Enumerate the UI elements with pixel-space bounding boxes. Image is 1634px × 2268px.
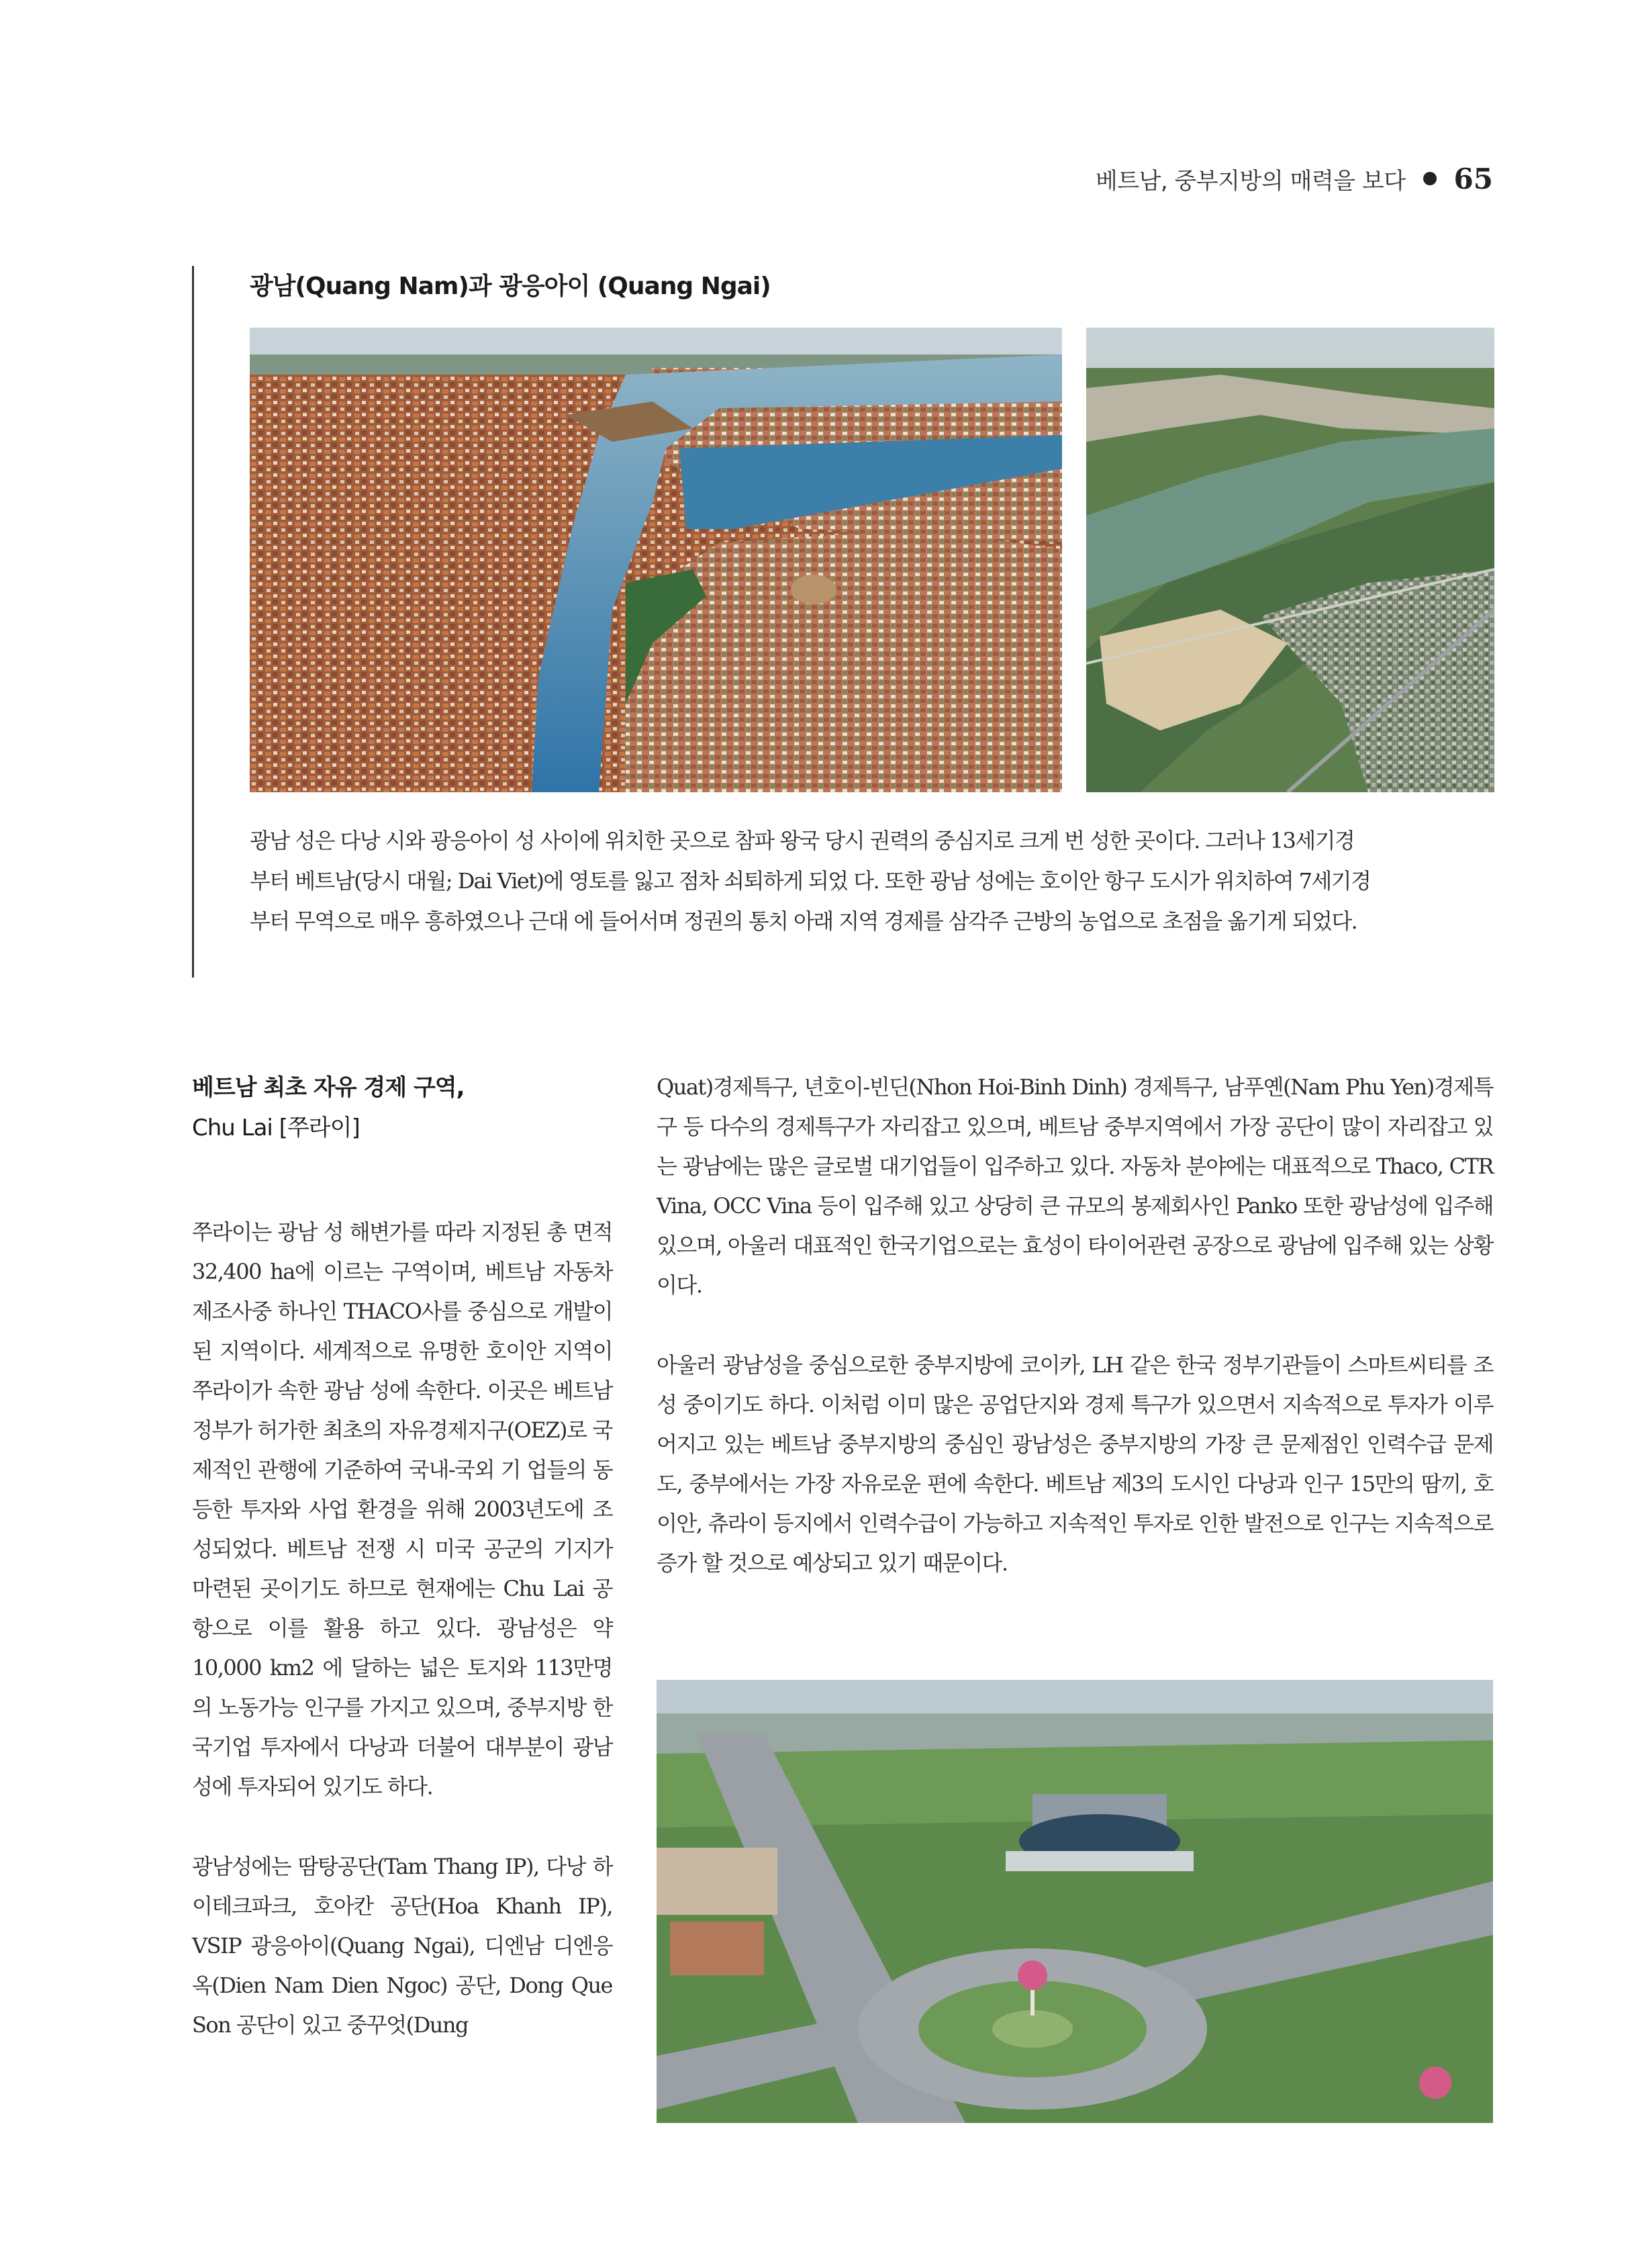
bullet-dot-icon xyxy=(1423,172,1437,185)
hoian-aerial-photo xyxy=(250,328,1062,792)
interchange-aerial-photo xyxy=(657,1680,1493,2123)
body-paragraph: 광남성에는 땀탕공단(Tam Thang IP), 다낭 하이테크파크, 호아칸 공단(Hoa Khanh IP), VSIP 광응아이(Quang Ngai), 디엔남 디엔응옥(Dien Nam Dien Ngoc) 공단, Dong Que Son 공단이 있고 중꾸엇(Dung xyxy=(192,1854,612,2038)
caption-line: 부터 베트남(당시 대월; Dai Viet)에 영토를 잃고 점차 쇠퇴하게 되었 다. 또한 광남 성에는 호이안 항구 도시가 위치하여 7세기경 xyxy=(250,868,1371,894)
caption-line: 광남 성은 다낭 시와 광응아이 성 사이에 위치한 곳으로 참파 왕국 당시 권력의 중심지로 크게 번 성한 곳이다. 그러나 13세기경 xyxy=(250,828,1355,853)
caption-line: 부터 무역으로 매우 흥하였으나 근대 에 들어서며 정권의 통치 아래 지역 경제를 삼각주 근방의 농업으로 초점을 옮기게 되었다. xyxy=(250,908,1357,934)
body-paragraph: 아울러 광남성을 중심으로한 중부지방에 코이카, LH 같은 한국 정부기관들이 스마트씨티를 조성 중이기도 하다. 이처럼 이미 많은 공업단지와 경제 특구가 있으면서 지속적으로 투자가 이루어지고 있는 베트남 중부지방의 중심인 광남성은 중부지방의 가장 큰 문제점인 인력수급 문제도, 중부에서는 가장 자유로운 편에 속한다. 베트남 제3의 도시인 다낭과 인구 15만의 땀끼, 호이안, 츄라이 등지에서 인력수급이 가능하고 지속적인 투자로 인한 발전으로 인구는 지속적으로 증가 할 것으로 예상되고 있기 때문이다. xyxy=(657,1352,1493,1576)
article-right-column xyxy=(657,1068,1493,1583)
section-vertical-rule xyxy=(192,266,194,978)
body-paragraph: 쭈라이는 광남 성 해변가를 따라 지정된 총 면적 32,400 ha에 이르는 구역이며, 베트남 자동차 제조사중 하나인 THACO사를 중심으로 개발이 된 지역이다. 세계적으로 유명한 호이안 지역이 쭈라이가 속한 광남 성에 속한다. 이곳은 베트남 정부가 허가한 최초의 자유경제지구(OEZ)로 국제적인 관행에 기준하여 국내-국외 기 업들의 동등한 투자와 사업 환경을 위해 2003년도에 조성되었다. 베트남 전쟁 시 미국 공군의 기지가 마련된 곳이기도 하므로 현재에는 Chu Lai 공항으로 이를 활용 하고 있다. 광남성은 약 10,000 km2 에 달하는 넓은 토지와 113만명의 노동가능 인구를 가지고 있으며, 중부지방 한국기업 투자에서 다낭과 더불어 대부분이 광남성에 투자되어 있기도 하다. xyxy=(192,1219,612,1799)
running-header xyxy=(1096,158,1493,199)
article-heading xyxy=(192,1068,612,1148)
page-number: 65 xyxy=(1453,162,1493,195)
river-landscape-photo xyxy=(1086,328,1494,792)
running-title: 베트남, 중부지방의 매력을 보다 xyxy=(1095,167,1406,195)
article-left-column xyxy=(192,1068,612,2045)
photo-caption xyxy=(250,820,1496,941)
article-heading-line1: 베트남 최초 자유 경제 구역, xyxy=(192,1074,465,1101)
article-heading-line2: Chu Lai [쭈라이] xyxy=(192,1115,360,1141)
body-paragraph: Quat)경제특구, 년호이-빈딘(Nhon Hoi-Binh Dinh) 경제특구, 남푸옌(Nam Phu Yen)경제특구 등 다수의 경제특구가 자리잡고 있으며, 베트남 중부지역에서 가장 공단이 많이 자리잡고 있는 광남에는 많은 글로벌 대기업들이 입주하고 있다. 자동차 분야에는 대표적으로 Thaco, CTR Vina, OCC Vina 등이 입주해 있고 상당히 큰 규모의 봉제회사인 Panko 또한 광남성에 입주해 있으며, 아울러 대표적인 한국기업으로는 효성이 타이어관련 공장으로 광남에 입주해 있는 상황이다. xyxy=(657,1074,1493,1298)
section-title: 광남(Quang Nam)과 광응아이 (Quang Ngai) xyxy=(250,273,771,300)
